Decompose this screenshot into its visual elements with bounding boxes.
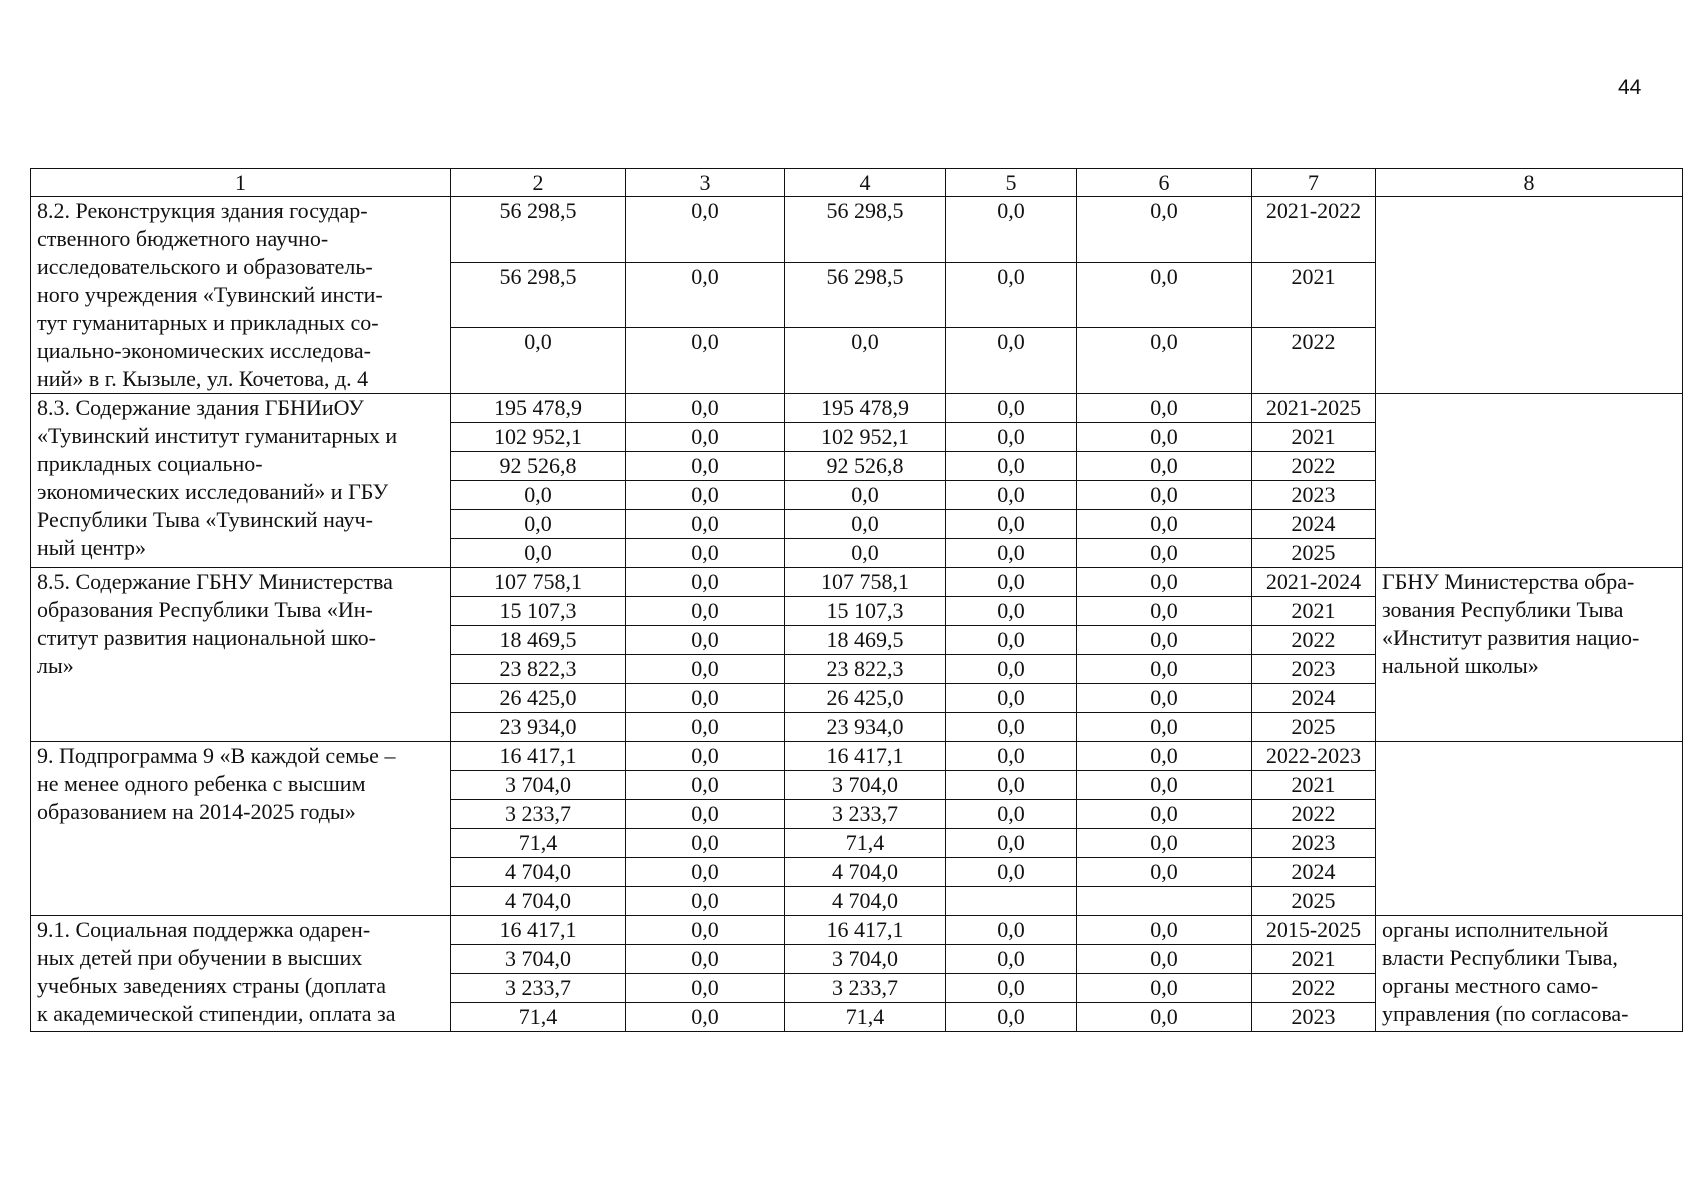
period-cell: 2021 <box>1252 771 1376 800</box>
amount-cell <box>1077 887 1252 916</box>
amount-cell: 0,0 <box>451 510 626 539</box>
period-cell: 2025 <box>1252 539 1376 568</box>
period-cell: 2022-2023 <box>1252 742 1376 771</box>
amount-cell: 0,0 <box>1077 510 1252 539</box>
amount-cell: 0,0 <box>946 800 1077 829</box>
amount-cell: 71,4 <box>451 829 626 858</box>
period-cell: 2023 <box>1252 1003 1376 1032</box>
executor-line: нальной школы» <box>1382 653 1539 678</box>
amount-cell: 0,0 <box>946 510 1077 539</box>
amount-cell: 0,0 <box>626 568 785 597</box>
period-cell: 2021 <box>1252 597 1376 626</box>
executor-line: управления (по согласова- <box>1382 1001 1629 1026</box>
amount-cell: 71,4 <box>785 1003 946 1032</box>
amount-cell: 0,0 <box>626 262 785 328</box>
amount-cell: 0,0 <box>1077 539 1252 568</box>
amount-cell: 16 417,1 <box>451 742 626 771</box>
period-cell: 2025 <box>1252 713 1376 742</box>
amount-cell: 0,0 <box>626 771 785 800</box>
executor-line: власти Республики Тыва, <box>1382 945 1618 970</box>
header-cell-4: 4 <box>785 169 946 197</box>
executor-cell <box>1376 394 1683 568</box>
item-name-line: лы» <box>37 653 74 678</box>
period-cell: 2023 <box>1252 829 1376 858</box>
period-cell: 2023 <box>1252 481 1376 510</box>
period-cell: 2023 <box>1252 655 1376 684</box>
amount-cell: 0,0 <box>626 945 785 974</box>
item-name-line: ных детей при обучении в высших <box>37 945 363 970</box>
item-name-line: 8.2. Реконструкция здания государ- <box>37 198 368 223</box>
amount-cell: 4 704,0 <box>785 858 946 887</box>
amount-cell: 18 469,5 <box>785 626 946 655</box>
period-cell: 2022 <box>1252 452 1376 481</box>
amount-cell: 0,0 <box>946 945 1077 974</box>
amount-cell: 3 704,0 <box>785 771 946 800</box>
item-name-cell <box>31 568 451 742</box>
item-name-line: тут гуманитарных и прикладных со- <box>37 310 379 335</box>
amount-cell: 26 425,0 <box>451 684 626 713</box>
amount-cell: 3 233,7 <box>451 974 626 1003</box>
period-cell: 2024 <box>1252 858 1376 887</box>
amount-cell: 16 417,1 <box>451 916 626 945</box>
amount-cell: 0,0 <box>1077 262 1252 328</box>
item-name-line: учебных заведениях страны (доплата <box>37 973 386 998</box>
item-name-line: Республики Тыва «Тувинский науч- <box>37 507 373 532</box>
amount-cell: 0,0 <box>1077 423 1252 452</box>
amount-cell: 71,4 <box>451 1003 626 1032</box>
table-body <box>31 197 1683 1032</box>
executor-line: ГБНУ Министерства обра- <box>1382 569 1635 594</box>
amount-cell: 0,0 <box>946 394 1077 423</box>
item-name-line: образования Республики Тыва «Ин- <box>37 597 373 622</box>
amount-cell: 0,0 <box>946 262 1077 328</box>
amount-cell: 0,0 <box>1077 394 1252 423</box>
amount-cell: 0,0 <box>946 974 1077 1003</box>
amount-cell: 0,0 <box>1077 742 1252 771</box>
amount-cell: 16 417,1 <box>785 742 946 771</box>
amount-cell: 0,0 <box>626 684 785 713</box>
amount-cell: 0,0 <box>626 597 785 626</box>
item-name-line: 8.5. Содержание ГБНУ Министерства <box>37 569 393 594</box>
amount-cell: 56 298,5 <box>451 262 626 328</box>
amount-cell: 0,0 <box>946 597 1077 626</box>
executor-cell <box>1376 197 1683 394</box>
item-name-line: к академической стипендии, оплата за <box>37 1001 396 1026</box>
amount-cell: 0,0 <box>626 510 785 539</box>
page-number: 44 <box>1618 76 1642 99</box>
period-cell: 2022 <box>1252 626 1376 655</box>
item-name-cell <box>31 742 451 916</box>
executor-line: органы исполнительной <box>1382 917 1609 942</box>
item-name-cell <box>31 197 451 394</box>
amount-cell: 15 107,3 <box>451 597 626 626</box>
amount-cell: 0,0 <box>1077 858 1252 887</box>
amount-cell: 195 478,9 <box>451 394 626 423</box>
amount-cell: 0,0 <box>626 974 785 1003</box>
amount-cell: 0,0 <box>626 713 785 742</box>
item-name-line: исследовательского и образователь- <box>37 254 373 279</box>
header-row <box>31 169 1683 197</box>
amount-cell: 0,0 <box>626 829 785 858</box>
item-name-line: 9. Подпрограмма 9 «В каждой семье – <box>37 743 396 768</box>
amount-cell: 0,0 <box>1077 568 1252 597</box>
item-name-line: ного учреждения «Тувинский инсти- <box>37 282 383 307</box>
amount-cell: 0,0 <box>1077 829 1252 858</box>
amount-cell: 0,0 <box>946 423 1077 452</box>
item-name-cell <box>31 394 451 568</box>
amount-cell: 0,0 <box>946 684 1077 713</box>
amount-cell: 0,0 <box>626 742 785 771</box>
amount-cell: 0,0 <box>1077 713 1252 742</box>
program-table <box>30 168 1683 1032</box>
table-row <box>31 742 1683 771</box>
amount-cell: 0,0 <box>626 626 785 655</box>
amount-cell: 23 934,0 <box>451 713 626 742</box>
amount-cell: 195 478,9 <box>785 394 946 423</box>
amount-cell: 56 298,5 <box>785 262 946 328</box>
amount-cell: 0,0 <box>626 887 785 916</box>
amount-cell: 3 704,0 <box>451 945 626 974</box>
period-cell: 2021 <box>1252 262 1376 328</box>
amount-cell: 0,0 <box>626 481 785 510</box>
header-cell-6: 6 <box>1077 169 1252 197</box>
amount-cell: 0,0 <box>946 481 1077 510</box>
item-name-line: ститут развития национальной шко- <box>37 625 376 650</box>
period-cell: 2024 <box>1252 510 1376 539</box>
amount-cell: 0,0 <box>946 1003 1077 1032</box>
amount-cell: 15 107,3 <box>785 597 946 626</box>
amount-cell: 0,0 <box>626 655 785 684</box>
header-cell-8: 8 <box>1376 169 1683 197</box>
period-cell: 2015-2025 <box>1252 916 1376 945</box>
period-cell: 2022 <box>1252 800 1376 829</box>
amount-cell: 0,0 <box>946 328 1077 394</box>
amount-cell: 0,0 <box>1077 800 1252 829</box>
amount-cell: 0,0 <box>946 568 1077 597</box>
amount-cell: 0,0 <box>1077 974 1252 1003</box>
amount-cell: 0,0 <box>946 655 1077 684</box>
amount-cell: 23 934,0 <box>785 713 946 742</box>
amount-cell: 4 704,0 <box>785 887 946 916</box>
amount-cell: 0,0 <box>451 328 626 394</box>
item-name-line: «Тувинский институт гуманитарных и <box>37 423 398 448</box>
amount-cell: 0,0 <box>1077 197 1252 263</box>
amount-cell: 0,0 <box>946 742 1077 771</box>
amount-cell: 0,0 <box>946 197 1077 263</box>
amount-cell: 0,0 <box>785 481 946 510</box>
item-name-line: экономических исследований» и ГБУ <box>37 479 389 504</box>
item-name-line: не менее одного ребенка с высшим <box>37 771 366 796</box>
item-name-line: образованием на 2014-2025 годы» <box>37 799 356 824</box>
amount-cell: 56 298,5 <box>451 197 626 263</box>
period-cell: 2021 <box>1252 945 1376 974</box>
period-cell: 2021-2024 <box>1252 568 1376 597</box>
amount-cell: 0,0 <box>626 1003 785 1032</box>
header-cell-7: 7 <box>1252 169 1376 197</box>
amount-cell: 0,0 <box>1077 597 1252 626</box>
period-cell: 2021-2022 <box>1252 197 1376 263</box>
amount-cell: 16 417,1 <box>785 916 946 945</box>
amount-cell: 0,0 <box>1077 1003 1252 1032</box>
amount-cell: 3 233,7 <box>785 974 946 1003</box>
amount-cell: 23 822,3 <box>785 655 946 684</box>
amount-cell: 92 526,8 <box>451 452 626 481</box>
amount-cell: 0,0 <box>1077 684 1252 713</box>
amount-cell: 0,0 <box>626 858 785 887</box>
period-cell: 2024 <box>1252 684 1376 713</box>
amount-cell: 23 822,3 <box>451 655 626 684</box>
executor-cell <box>1376 916 1683 1032</box>
item-name-cell <box>31 916 451 1032</box>
amount-cell: 107 758,1 <box>451 568 626 597</box>
table-row <box>31 568 1683 597</box>
amount-cell: 0,0 <box>946 539 1077 568</box>
amount-cell: 0,0 <box>946 829 1077 858</box>
period-cell: 2025 <box>1252 887 1376 916</box>
amount-cell: 0,0 <box>626 197 785 263</box>
amount-cell: 0,0 <box>626 916 785 945</box>
amount-cell: 0,0 <box>626 423 785 452</box>
amount-cell: 0,0 <box>785 328 946 394</box>
header-cell-1: 1 <box>31 169 451 197</box>
amount-cell: 0,0 <box>626 452 785 481</box>
amount-cell: 107 758,1 <box>785 568 946 597</box>
header-cell-3: 3 <box>626 169 785 197</box>
amount-cell: 0,0 <box>946 858 1077 887</box>
amount-cell: 0,0 <box>626 394 785 423</box>
period-cell: 2021-2025 <box>1252 394 1376 423</box>
amount-cell: 0,0 <box>626 328 785 394</box>
amount-cell: 0,0 <box>946 916 1077 945</box>
executor-cell <box>1376 742 1683 916</box>
table-row <box>31 394 1683 423</box>
table-row <box>31 197 1683 263</box>
item-name-line: ний» в г. Кызыле, ул. Кочетова, д. 4 <box>37 366 369 391</box>
amount-cell: 0,0 <box>785 510 946 539</box>
amount-cell: 0,0 <box>946 771 1077 800</box>
item-name-line: прикладных социально- <box>37 451 263 476</box>
amount-cell: 0,0 <box>946 452 1077 481</box>
item-name-line: ственного бюджетного научно- <box>37 226 329 251</box>
header-cell-2: 2 <box>451 169 626 197</box>
amount-cell: 56 298,5 <box>785 197 946 263</box>
amount-cell: 0,0 <box>451 481 626 510</box>
table-row <box>31 916 1683 945</box>
amount-cell <box>946 887 1077 916</box>
amount-cell: 0,0 <box>626 800 785 829</box>
item-name-line: циально-экономических исследова- <box>37 338 371 363</box>
item-name-line: 8.3. Содержание здания ГБНИиОУ <box>37 395 364 420</box>
amount-cell: 0,0 <box>451 539 626 568</box>
header-cell-5: 5 <box>946 169 1077 197</box>
amount-cell: 4 704,0 <box>451 858 626 887</box>
amount-cell: 102 952,1 <box>785 423 946 452</box>
item-name-line: 9.1. Социальная поддержка одарен- <box>37 917 371 942</box>
amount-cell: 0,0 <box>1077 655 1252 684</box>
amount-cell: 0,0 <box>946 626 1077 655</box>
amount-cell: 92 526,8 <box>785 452 946 481</box>
amount-cell: 71,4 <box>785 829 946 858</box>
amount-cell: 3 704,0 <box>785 945 946 974</box>
executor-line: зования Республики Тыва <box>1382 597 1624 622</box>
amount-cell: 102 952,1 <box>451 423 626 452</box>
period-cell: 2022 <box>1252 974 1376 1003</box>
amount-cell: 3 704,0 <box>451 771 626 800</box>
amount-cell: 0,0 <box>626 539 785 568</box>
executor-line: «Институт развития нацио- <box>1382 625 1640 650</box>
period-cell: 2021 <box>1252 423 1376 452</box>
amount-cell: 26 425,0 <box>785 684 946 713</box>
amount-cell: 4 704,0 <box>451 887 626 916</box>
amount-cell: 3 233,7 <box>785 800 946 829</box>
amount-cell: 18 469,5 <box>451 626 626 655</box>
amount-cell: 0,0 <box>1077 481 1252 510</box>
period-cell: 2022 <box>1252 328 1376 394</box>
amount-cell: 0,0 <box>1077 452 1252 481</box>
executor-cell <box>1376 568 1683 742</box>
amount-cell: 0,0 <box>1077 916 1252 945</box>
amount-cell: 0,0 <box>1077 945 1252 974</box>
amount-cell: 0,0 <box>785 539 946 568</box>
executor-line: органы местного само- <box>1382 973 1599 998</box>
item-name-line: ный центр» <box>37 535 147 560</box>
amount-cell: 0,0 <box>946 713 1077 742</box>
amount-cell: 0,0 <box>1077 771 1252 800</box>
amount-cell: 0,0 <box>1077 328 1252 394</box>
amount-cell: 3 233,7 <box>451 800 626 829</box>
amount-cell: 0,0 <box>1077 626 1252 655</box>
